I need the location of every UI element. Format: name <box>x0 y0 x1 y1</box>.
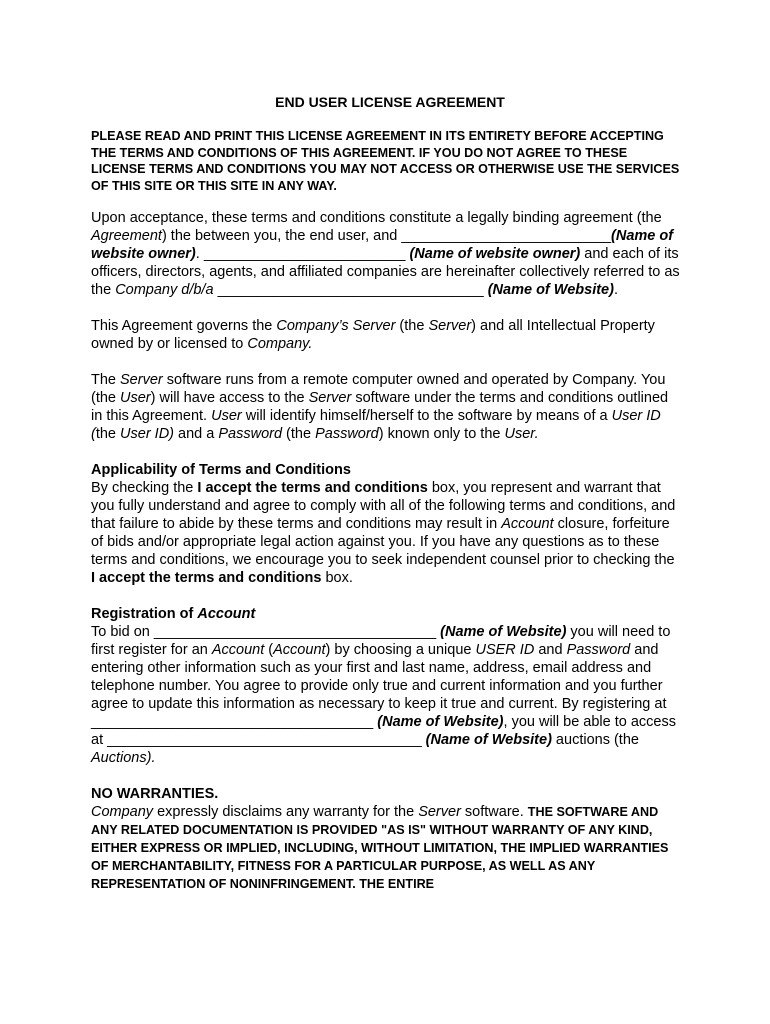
document-page <box>91 92 681 893</box>
agreement-paragraph: Upon acceptance, these terms and conditions constitute a legally binding agreement (the Agreement) the between you, the end user, and __________________________(Name of website owner). _________________________ (Name of website owner) and each of its officers, directors, agents, and affiliated companies are hereinafter collectively referred to as the Company d/b/a _________________________________ (Name of Website). <box>91 210 680 298</box>
notice-paragraph: PLEASE READ AND PRINT THIS LICENSE AGREEMENT IN ITS ENTIRETY BEFORE ACCEPTING THE TERMS AND CONDITIONS OF THIS AGREEMENT. IF YOU DO NOT AGREE TO THESE LICENSE TERMS AND CONDITIONS YOU MAY NOT ACCESS OR OTHERWISE USE THE SERVICES OF THIS SITE OR THIS SITE IN ANY WAY. <box>91 129 680 193</box>
registration-paragraph: To bid on ___________________________________ (Name of Website) you will need to first register for an Account (Account) by choosing a unique USER ID and Password and entering other information such as your first and last name, address, email address and telephone number. You agree to provide only true and current information and you further agree to update this information as necessary to keep it true and current. By registering at ___________________________________ (Name of Website), you will be able to access at _______________________________________ (Name of Website) auctions (the Auctions). <box>91 624 676 766</box>
server-paragraph: The Server software runs from a remote computer owned and operated by Company. You (the User) will have access to the Server software under the terms and conditions outlined in this Agreement. User will identify himself/herself to the software by means of a User ID (the User ID) and a Password (the Password) known only to the User. <box>91 372 669 442</box>
applicability-heading: Applicability of Terms and Conditions <box>91 462 351 478</box>
warranties-paragraph: Company expressly disclaims any warranty for the Server software. THE SOFTWARE AND ANY RELATED DOCUMENTATION IS PROVIDED "AS IS" WITHOUT WARRANTY OF ANY KIND, EITHER EXPRESS OR IMPLIED, INCLUDING, WITHOUT LIMITATION, THE IMPLIED WARRANTIES OF MERCHANTABILITY, FITNESS FOR A PARTICULAR PURPOSE, AS WELL AS ANY REPRESENTATION OF NONINFRINGEMENT. THE ENTIRE <box>91 804 669 891</box>
governs-paragraph: This Agreement governs the Company’s Server (the Server) and all Intellectual Property owned by or licensed to Company. <box>91 318 655 352</box>
document-title: END USER LICENSE AGREEMENT <box>275 94 505 110</box>
applicability-paragraph: By checking the I accept the terms and conditions box, you represent and warrant that you fully understand and agree to comply with all of the following terms and conditions, and that failure to abide by these terms and conditions may result in Account closure, forfeiture of bids and/or appropriate legal action against you. If you have any questions as to these terms and conditions, we encourage you to seek independent counsel prior to checking the I accept the terms and conditions box. <box>91 480 676 586</box>
warranties-heading: NO WARRANTIES. <box>91 786 219 802</box>
registration-heading: Registration of Account <box>91 606 256 622</box>
